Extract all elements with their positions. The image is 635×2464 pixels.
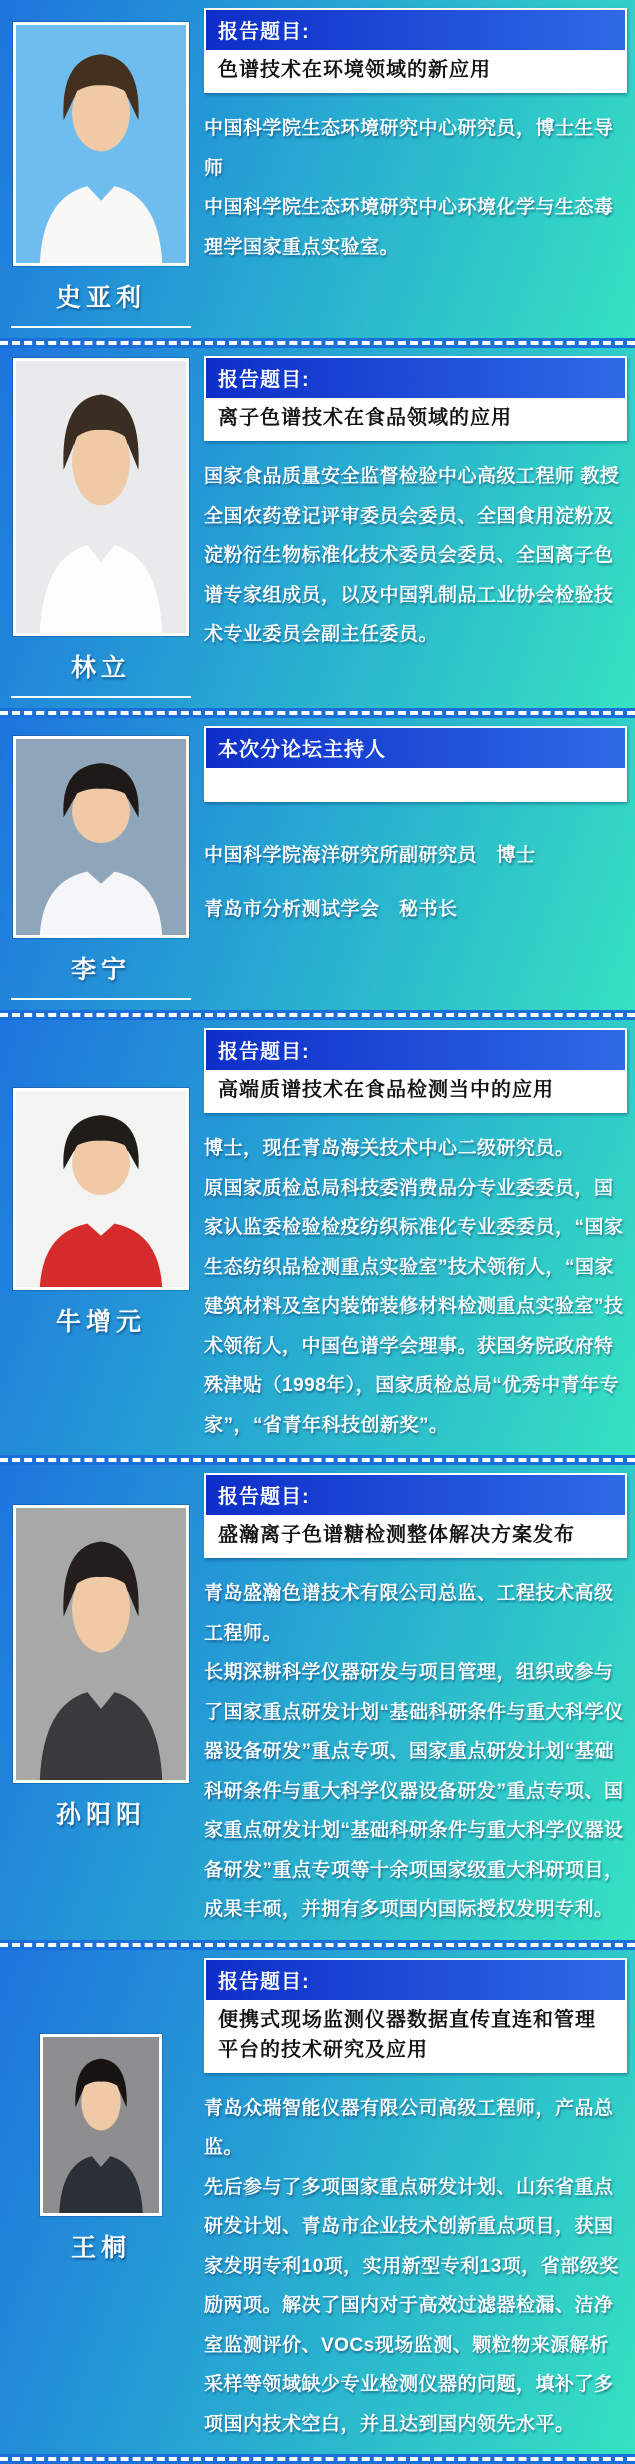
report-title-text: [206, 768, 625, 800]
report-title-text: 盛瀚离子色谱糖检测整体解决方案发布: [206, 1515, 625, 1556]
dashed-divider: [0, 1455, 635, 1465]
speaker-right-column: [194, 348, 629, 698]
dashed-divider: [0, 1010, 635, 1020]
report-title-label: 报告题目:: [206, 10, 625, 50]
person-silhouette-icon: [16, 25, 186, 263]
speaker-left-column: [8, 1950, 194, 2445]
dashed-divider: [0, 338, 635, 348]
report-title-box: [204, 356, 627, 441]
speaker-bio: [204, 2089, 627, 2445]
person-silhouette-icon: [16, 1091, 186, 1287]
speaker-name: 王桐: [70, 2233, 131, 2262]
report-title-text: 离子色谱技术在食品领域的应用: [206, 398, 625, 439]
bio-paragraph: 青岛众瑞智能仪器有限公司高级工程师，产品总监。: [204, 2097, 614, 2159]
report-title-text: 色谱技术在环境领域的新应用: [206, 50, 625, 91]
speaker-right-column: [194, 0, 629, 328]
speaker-name: 李宁: [70, 956, 131, 984]
speaker-photo: [13, 1088, 189, 1290]
report-title-label: 报告题目:: [206, 1475, 625, 1515]
speaker-bio: [204, 457, 627, 655]
speaker-card: [0, 718, 635, 1010]
speaker-right-column: [194, 1950, 629, 2445]
speaker-name: 林立: [70, 654, 131, 682]
person-silhouette-icon: [43, 2037, 159, 2213]
speaker-left-column: [8, 1465, 194, 1930]
report-title-box: [204, 1473, 627, 1558]
speaker-left-column: [8, 348, 194, 698]
bio-paragraph: 长期深耕科学仪器研发与项目管理，组织或参与了国家重点研发计划“基础科研条件与重大科学仪器设备研发”重点专项、国家重点研发计划“基础科研条件与重大科学仪器设备研发”重点专项、国家重点研发计划“基础科研条件与重大科学仪器设备研发”重点专项等十余项国家级重大科研项目，成果丰硕，并拥有多项国内国际授权发明专利。: [204, 1662, 624, 1921]
dashed-divider: [0, 708, 635, 718]
bio-paragraph: 中国科学院生态环境研究中心环境化学与生态毒理学国家重点实验室。: [204, 197, 614, 258]
report-title-text: 便携式现场监测仪器数据直传直连和管理平台的技术研究及应用: [206, 2000, 625, 2071]
speaker-card: [0, 1465, 635, 1940]
speaker-name: 孙阳阳: [55, 1801, 146, 1830]
speaker-card: [0, 0, 635, 338]
speaker-name: 史亚利: [55, 284, 146, 312]
speaker-name: 牛增元: [55, 1308, 146, 1336]
person-silhouette-icon: [16, 361, 186, 633]
speaker-photo: [40, 2034, 162, 2216]
bio-paragraph: 全国农药登记评审委员会委员、全国食用淀粉及淀粉衍生物标准化技术委员会委员、全国离子色谱专家组成员，以及中国乳制品工业协会检验技术专业委员会副主任委员。: [204, 505, 614, 646]
speaker-card: [0, 348, 635, 708]
report-title-label: 报告题目:: [206, 1960, 625, 2000]
bio-paragraph: 青岛盛瀚色谱技术有限公司总监、工程技术高级工程师。: [204, 1583, 614, 1644]
speaker-photo: [13, 358, 189, 636]
speaker-bio: [204, 836, 627, 929]
bio-paragraph: 博士，现任青岛海关技术中心二级研究员。: [204, 1138, 575, 1159]
forum-host-label: 本次分论坛主持人: [206, 728, 625, 768]
speaker-left-column: [8, 1020, 194, 1445]
report-title-box: [204, 8, 627, 93]
report-title-box: [204, 726, 627, 802]
speaker-left-column: [8, 0, 194, 328]
speaker-photo: [13, 1505, 189, 1783]
report-title-text: 高端质谱技术在食品检测当中的应用: [206, 1070, 625, 1111]
report-title-box: [204, 1028, 627, 1113]
speaker-right-column: [194, 1020, 629, 1445]
dashed-divider: [0, 2454, 635, 2464]
speaker-bio: [204, 1129, 627, 1445]
speaker-photo: [13, 22, 189, 266]
speaker-card: [0, 1020, 635, 1455]
bio-paragraph: 中国科学院生态环境研究中心研究员，博士生导师: [204, 118, 614, 179]
report-title-box: [204, 1958, 627, 2073]
person-silhouette-icon: [16, 1508, 186, 1780]
bio-paragraph: 先后参与了多项国家重点研发计划、山东省重点研发计划、青岛市企业技术创新重点项目，获国家发明专利10项，实用新型专利13项，省部级奖励两项。解决了国内对于高效过滤器检漏、洁净室监测评价、VOCs现场监测、颗粒物来源解析采样等领域缺少专业检测仪器的问题，填补了多项国内技术空白，并且达到国内领先水平。: [204, 2176, 619, 2435]
speaker-right-column: [194, 1465, 629, 1930]
speaker-left-column: [8, 718, 194, 1000]
bio-paragraph: 中国科学院海洋研究所副研究员 博士: [204, 845, 536, 866]
speaker-bio: [204, 1574, 627, 1930]
bio-paragraph: 青岛市分析测试学会 秘书长: [204, 898, 458, 920]
speaker-right-column: [194, 718, 629, 1000]
speaker-bio: [204, 109, 627, 267]
person-silhouette-icon: [16, 739, 186, 935]
dashed-divider: [0, 1940, 635, 1950]
speaker-card: [0, 1950, 635, 2455]
report-title-label: 报告题目:: [206, 358, 625, 398]
speaker-photo: [13, 736, 189, 938]
bio-paragraph: 国家食品质量安全监督检验中心高级工程师 教授: [204, 466, 620, 487]
bio-paragraph: 原国家质检总局科技委消费品分专业委委员，国家认监委检验检疫纺织标准化专业委委员，“国家生态纺织品检测重点实验室”技术领衔人，“国家建筑材料及室内装饰装修材料检测重点实验室”技术领衔人，中国色谱学会理事。获国务院政府特殊津贴（1998年），国家质检总局“优秀中青年专家”，“省青年科技创新奖”。: [204, 1177, 624, 1436]
report-title-label: 报告题目:: [206, 1030, 625, 1070]
